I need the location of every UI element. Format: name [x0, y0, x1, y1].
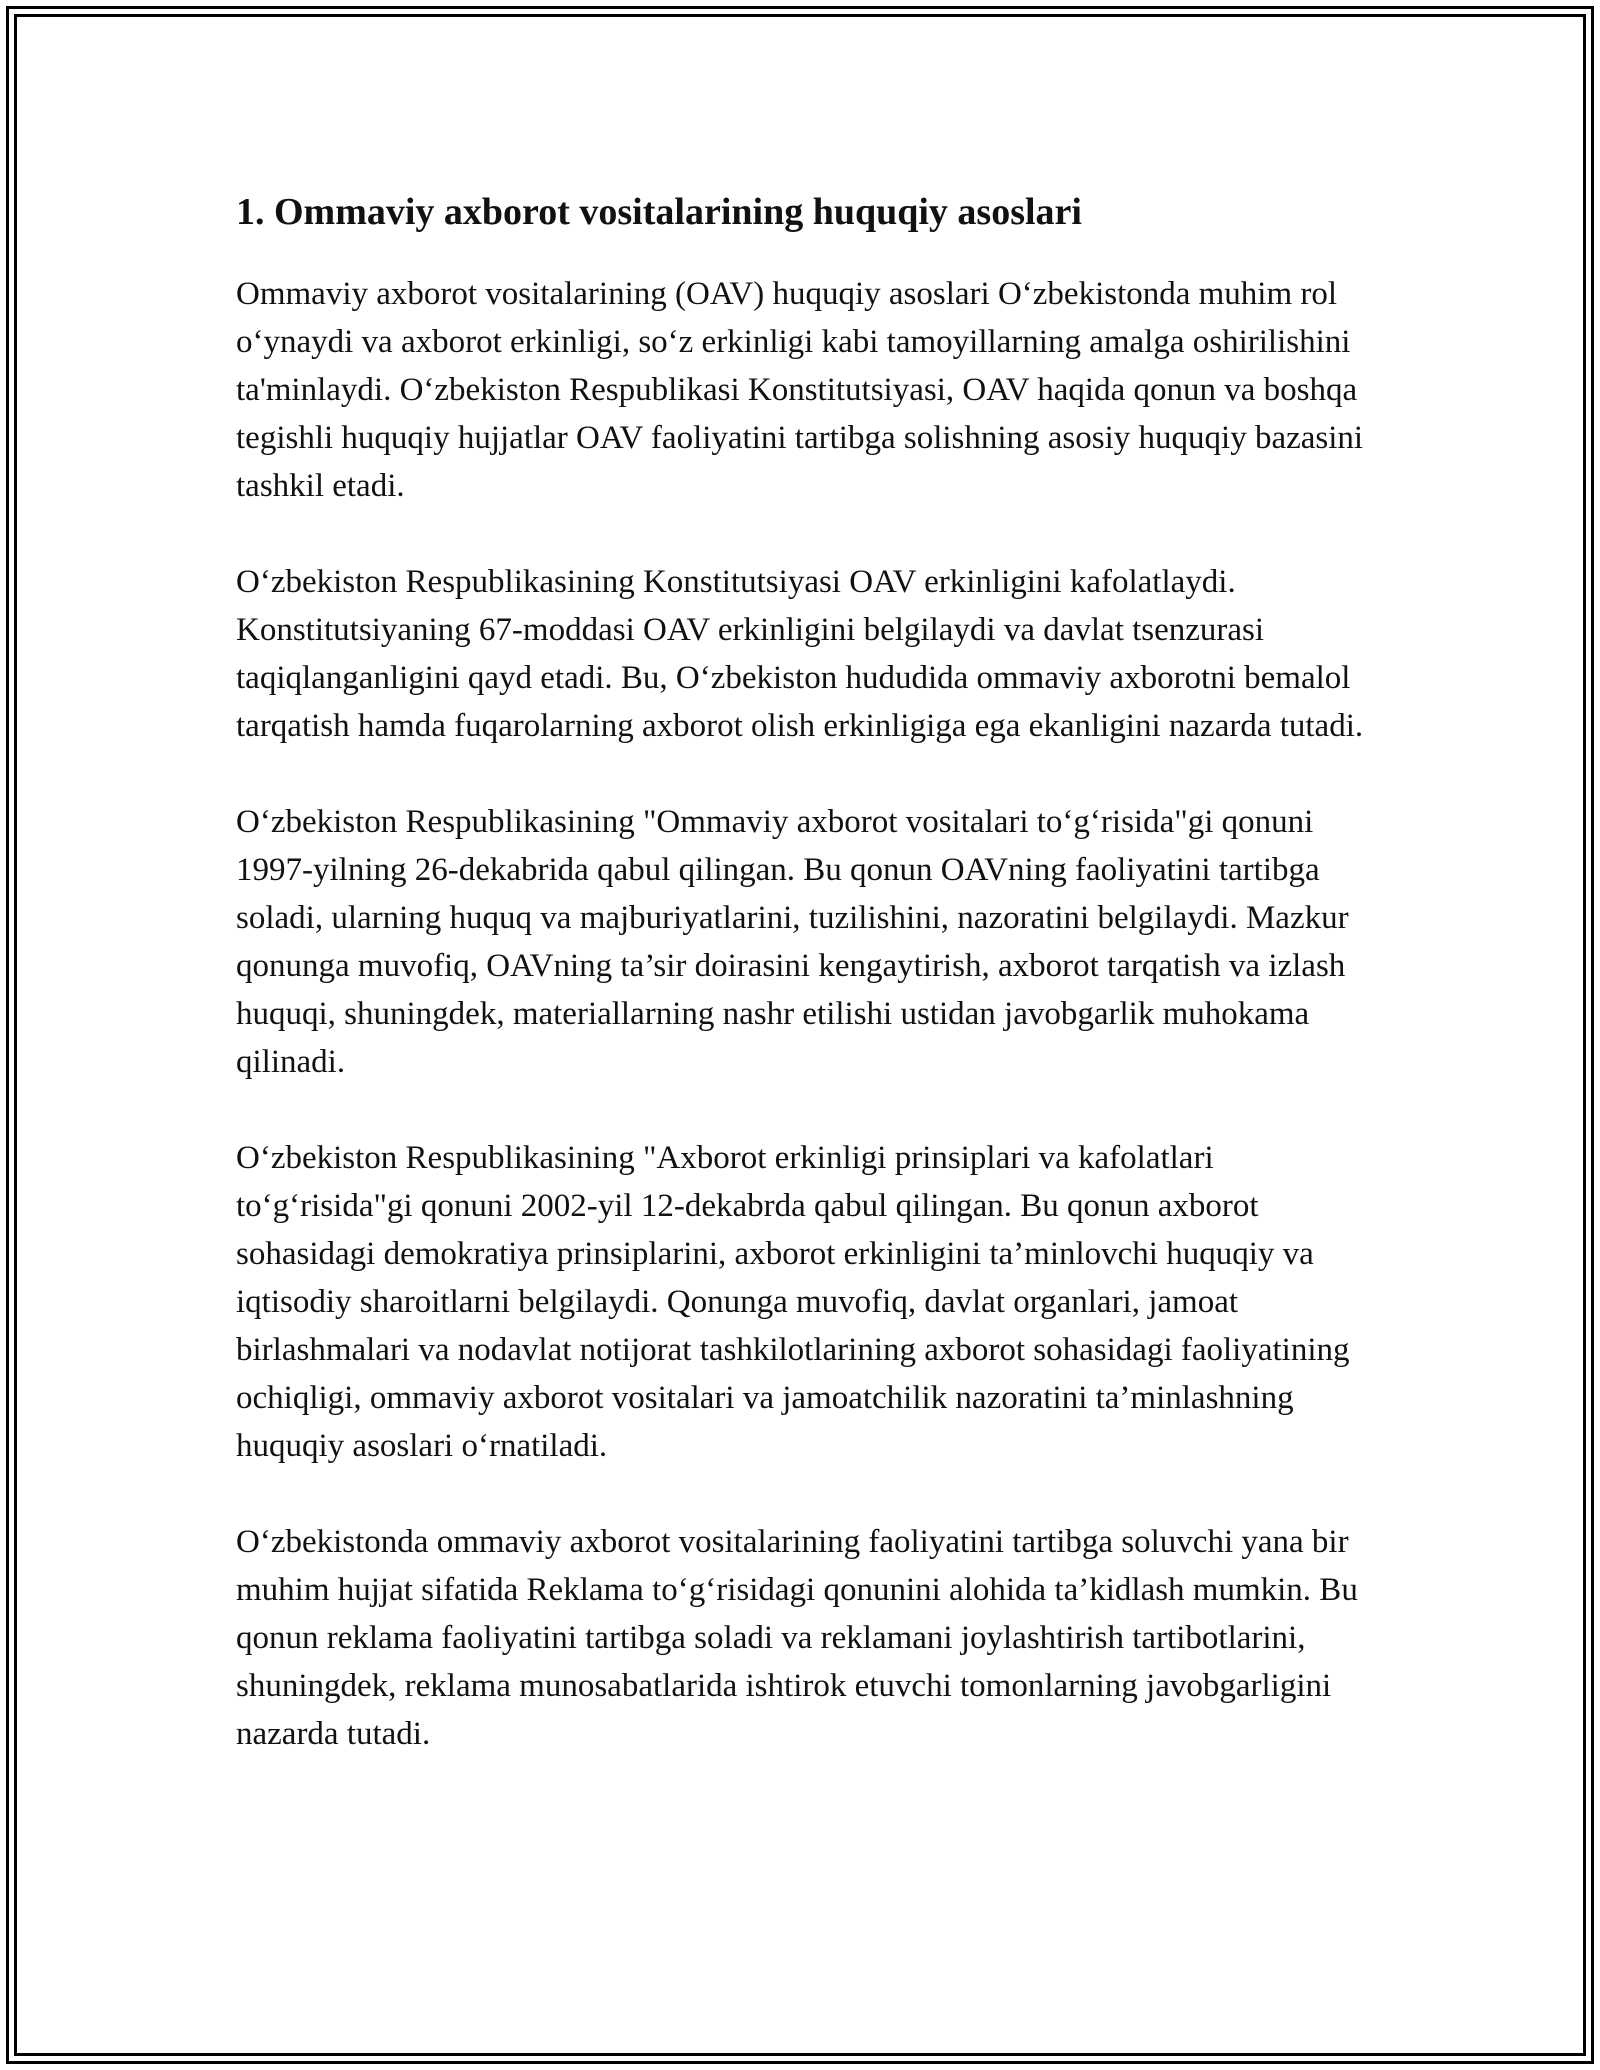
paragraph-media-law: O‘zbekiston Respublikasining "Ommaviy axborot vositalari to‘g‘risida"gi qonuni 1997-yilning 26-dekabrida qabul qilingan. Bu qonun OAVning faoliyatini tartibga soladi, ularning huquq va majburiyatlarini, tuzilishini, nazoratini belgilaydi. Mazkur qonunga muvofiq, OAVning ta’sir doirasini kengaytirish, axborot tarqatish va izlash huquqi, shuningdek, materiallarning nashr etilishi ustidan javobgarlik muhokama qilinadi. — [236, 804, 1349, 1080]
paragraph-constitution: O‘zbekiston Respublikasining Konstitutsiyasi OAV erkinligini kafolatlaydi. Konstitutsiyaning 67-moddasi OAV erkinligini belgilaydi va davlat tsenzurasi taqiqlanganligini qayd etadi. Bu, O‘zbekiston hududida ommaviy axborotni bemalol tarqatish hamda fuqarolarning axborot olish erkinligiga ega ekanligini nazarda tutadi. — [236, 564, 1364, 744]
paragraph-intro: Ommaviy axborot vositalarining (OAV) huquqiy asoslari O‘zbekistonda muhim rol o‘ynaydi va axborot erkinligi, so‘z erkinligi kabi tamoyillarning amalga oshirilishini ta'minlaydi. O‘zbekiston Respublikasi Konstitutsiyasi, OAV haqida qonun va boshqa tegishli huquqiy hujjatlar OAV faoliyatini tartibga solishning asosiy huquqiy bazasini tashkil etadi. — [236, 276, 1364, 504]
document-body — [236, 184, 1364, 1806]
paragraph-advertising-law: O‘zbekistonda ommaviy axborot vositalarining faoliyatini tartibga soluvchi yana bir muhim hujjat sifatida Reklama to‘g‘risidagi qonunini alohida ta’kidlash mumkin. Bu qonun reklama faoliyatini tartibga soladi va reklamani joylashtirish tartibotlarini, shuningdek, reklama munosabatlarida ishtirok etuvchi tomonlarning javobgarligini nazarda tutadi. — [236, 1524, 1358, 1752]
section-heading: 1. Ommaviy axborot vositalarining huquqiy asoslari — [236, 191, 1082, 233]
paragraph-information-freedom-law: O‘zbekiston Respublikasining "Axborot erkinligi prinsiplari va kafolatlari to‘g‘risida"gi qonuni 2002-yil 12-dekabrda qabul qilingan. Bu qonun axborot sohasidagi demokratiya prinsiplarini, axborot erkinligini ta’minlovchi huquqiy va iqtisodiy sharoitlarni belgilaydi. Qonunga muvofiq, davlat organlari, jamoat birlashmalari va nodavlat notijorat tashkilotlarining axborot sohasidagi faoliyatining ochiqligi, ommaviy axborot vositalari va jamoatchilik nazoratini ta’minlashning huquqiy asoslari o‘rnatiladi. — [236, 1140, 1350, 1464]
